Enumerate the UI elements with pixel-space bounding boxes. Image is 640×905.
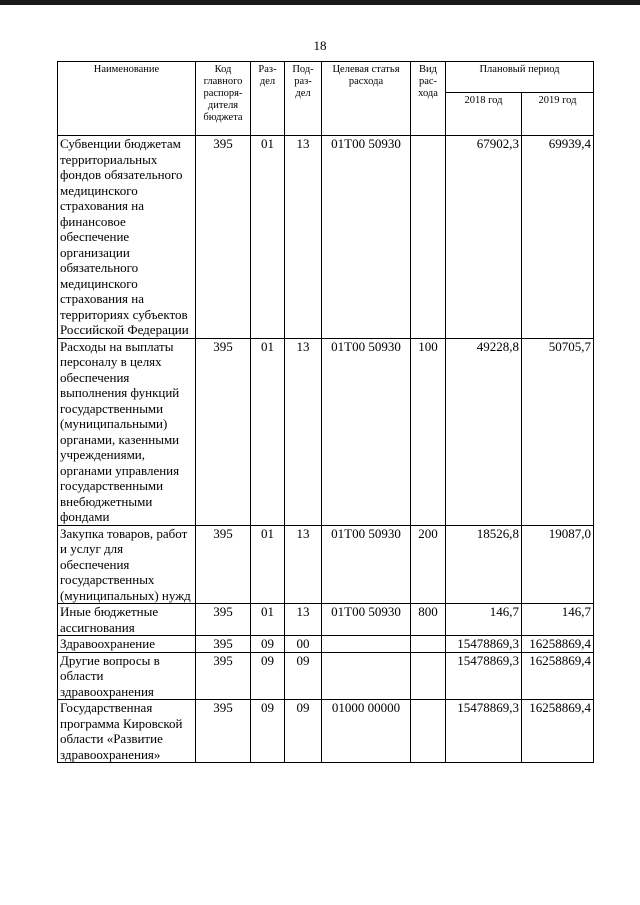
cell-subsection: 13 [285,525,322,604]
page-number: 18 [313,38,327,53]
cell-2019: 69939,4 [522,136,594,339]
cell-section: 01 [251,136,285,339]
header-expense-type: Вид рас-хода [411,62,446,136]
table-row [58,636,594,653]
table-row [58,525,594,604]
cell-expense-type [411,636,446,653]
cell-2018: 49228,8 [446,338,522,525]
cell-subsection: 13 [285,136,322,339]
cell-subsection: 09 [285,700,322,763]
page-top-border [0,0,640,5]
cell-expense-type: 200 [411,525,446,604]
cell-expense-type [411,652,446,700]
cell-subsection: 13 [285,604,322,636]
cell-expense-type [411,136,446,339]
cell-2018: 146,7 [446,604,522,636]
cell-expense-type: 100 [411,338,446,525]
cell-target: 01Т00 50930 [322,604,411,636]
cell-name: Расходы на выплаты персоналу в целях обеспечения выполнения функций государственными (муниципальными) органами, казенными учреждениями, органами управления государственными внебюджетными фондами [58,338,196,525]
cell-target: 01Т00 50930 [322,136,411,339]
cell-name: Иные бюджетные ассигнования [58,604,196,636]
cell-section: 09 [251,636,285,653]
cell-2019: 146,7 [522,604,594,636]
table-row [58,700,594,763]
header-section: Раз-дел [251,62,285,136]
cell-section: 01 [251,338,285,525]
header-name: Наименование [58,62,196,136]
cell-2018: 15478869,3 [446,700,522,763]
header-subsection: Под-раз-дел [285,62,322,136]
table-row [58,136,594,339]
cell-subsection: 13 [285,338,322,525]
cell-code: 395 [196,652,251,700]
cell-name: Другие вопросы в области здравоохранения [58,652,196,700]
cell-2019: 16258869,4 [522,636,594,653]
cell-2019: 19087,0 [522,525,594,604]
cell-code: 395 [196,636,251,653]
cell-subsection: 09 [285,652,322,700]
cell-code: 395 [196,604,251,636]
cell-2018: 15478869,3 [446,652,522,700]
cell-target: 01000 00000 [322,700,411,763]
cell-code: 395 [196,525,251,604]
cell-target [322,652,411,700]
cell-name: Субвенции бюджетам территориальных фондов обязательного медицинского страхования на финансовое обеспечение организации обязательного медицинского страхования на территориях субъектов Российской Федерации [58,136,196,339]
cell-name: Закупка товаров, работ и услуг для обеспечения государственных (муниципальных) нужд [58,525,196,604]
cell-2019: 16258869,4 [522,652,594,700]
table-row [58,604,594,636]
cell-2018: 15478869,3 [446,636,522,653]
header-target: Целевая статья расхода [322,62,411,136]
cell-section: 01 [251,525,285,604]
cell-section: 09 [251,700,285,763]
cell-code: 395 [196,136,251,339]
cell-code: 395 [196,700,251,763]
cell-expense-type: 800 [411,604,446,636]
header-year-2018: 2018 год [446,93,522,136]
cell-section: 09 [251,652,285,700]
cell-2019: 16258869,4 [522,700,594,763]
cell-subsection: 00 [285,636,322,653]
table-row [58,652,594,700]
cell-2018: 67902,3 [446,136,522,339]
cell-2018: 18526,8 [446,525,522,604]
header-plan-period: Плановый период [446,62,594,93]
table-row [58,338,594,525]
budget-table [57,61,594,763]
cell-code: 395 [196,338,251,525]
cell-target: 01Т00 50930 [322,338,411,525]
cell-section: 01 [251,604,285,636]
cell-name: Здравоохранение [58,636,196,653]
cell-target: 01Т00 50930 [322,525,411,604]
header-code: Код главного распоря-дителя бюджета [196,62,251,136]
cell-target [322,636,411,653]
cell-expense-type [411,700,446,763]
header-year-2019: 2019 год [522,93,594,136]
cell-2019: 50705,7 [522,338,594,525]
cell-name: Государственная программа Кировской области «Развитие здравоохранения» [58,700,196,763]
